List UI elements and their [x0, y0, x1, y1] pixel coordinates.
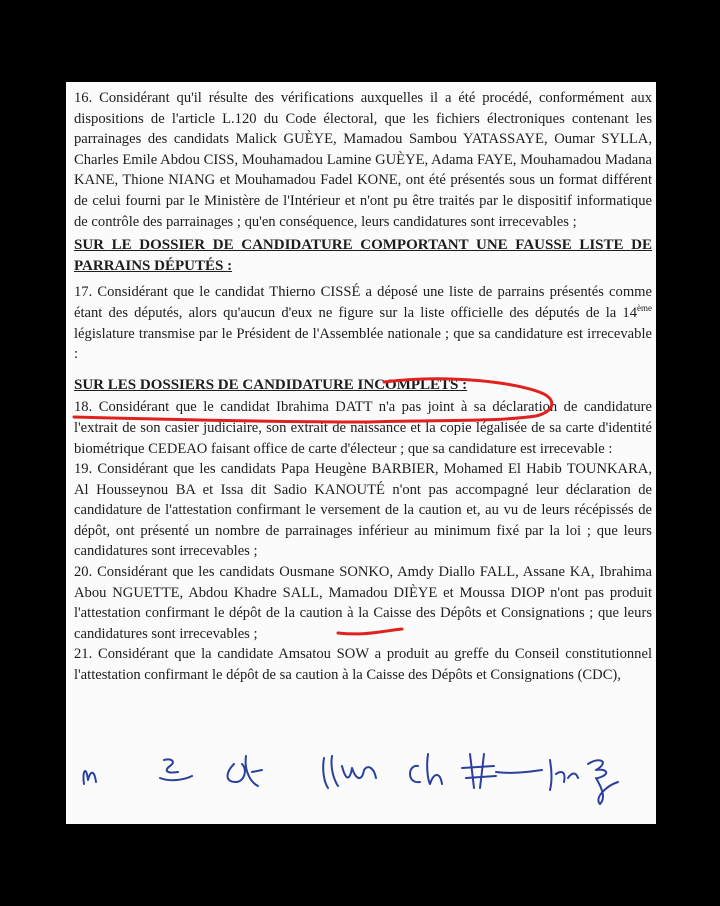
- signature-6: [462, 754, 542, 788]
- signature-7: [550, 760, 578, 790]
- signature-3: [228, 756, 263, 786]
- document-page: [66, 82, 656, 824]
- section-heading-incomplete-files: SUR LES DOSSIERS DE CANDIDATURE INCOMPLETS :: [74, 376, 468, 393]
- paragraph-17-text-a: 17. Considérant que le candidat Thierno CISSÉ a déposé une liste de parrains présentés comme étant des députés, alors qu'aucun d'eux ne figure sur la liste officielle des députés de la 14: [74, 284, 652, 321]
- paragraph-21: 21. Considérant que la candidate Amsatou SOW a produit au greffe du Conseil constitutionnel l'attestation confirmant le dépôt de sa caution à la Caisse des Dépôts et Consignations (CDC),: [74, 646, 652, 684]
- paragraph-18: 18. Considérant que le candidat Ibrahima DATT n'a pas joint à sa déclaration de candidature l'extrait de son casier judiciaire, son extrait de naissance et la copie légalisée de sa carte d'identité biométrique CEDEAO faisant office de carte d'électeur ; que sa candidature est irrecevable :: [74, 399, 652, 457]
- signature-8: [588, 760, 618, 804]
- signature-2: [160, 759, 192, 780]
- signature-5: [410, 754, 442, 784]
- paragraph-17: [74, 282, 652, 364]
- paragraph-19: 19. Considérant que les candidats Papa Heugène BARBIER, Mohamed El Habib TOUNKARA, Al Housseynou BA et Issa dit Sadio KANOUTÉ n'ont pas accompagné leur déclaration de candidature de l'attestation confirmant le versement de la caution et, au vu de leurs récépissés de dépôt, ont présenté un nombre de parrainages inférieur au minimum fixé par la loi ; que leurs candidatures sont irrecevables ;: [74, 461, 652, 560]
- signature-1: [83, 771, 96, 784]
- superscript-eme: ème: [637, 303, 652, 314]
- section-heading-false-deputy-list: SUR LE DOSSIER DE CANDIDATURE COMPORTANT UNE FAUSSE LISTE DE PARRAINS DÉPUTÉS :: [74, 237, 652, 274]
- paragraph-16: 16. Considérant qu'il résulte des vérifications auxquelles il a été procédé, conformément aux dispositions de l'article L.120 du Code électoral, que les fichiers électroniques contenant les parrainages des candidats Malick GUÈYE, Mamadou Sambou YATASSAYE, Oumar SYLLA, Charles Emile Abdou CISS, Mouhamadou Lamine GUÈYE, Adama FAYE, Mouhamadou Madana KANE, Thione NIANG et Mouhamadou Fadel KONE, ont été présentés sous un format différent de celui fourni par le Ministère de l'Intérieur et n'ont pu être traités par le dispositif informatique de contrôle des parrainages ; qu'en conséquence, leurs candidatures sont irrecevables ;: [74, 90, 652, 230]
- document-body: [74, 88, 652, 686]
- signature-4: [323, 756, 376, 788]
- paragraph-17-text-b: législature transmise par le Président de l'Assemblée nationale ; que sa candidature est irrecevable :: [74, 325, 652, 363]
- signatures: [66, 742, 656, 812]
- paragraph-20: 20. Considérant que les candidats Ousmane SONKO, Amdy Diallo FALL, Assane KA, Ibrahima Abou NGUETTE, Abdou Khadre SALL, Mamadou DIÈYE et Moussa DIOP n'ont pas produit l'attestation confirmant le dépôt de la caution à la Caisse des Dépôts et Consignations ; que leurs candidatures sont irrecevables ;: [74, 564, 652, 642]
